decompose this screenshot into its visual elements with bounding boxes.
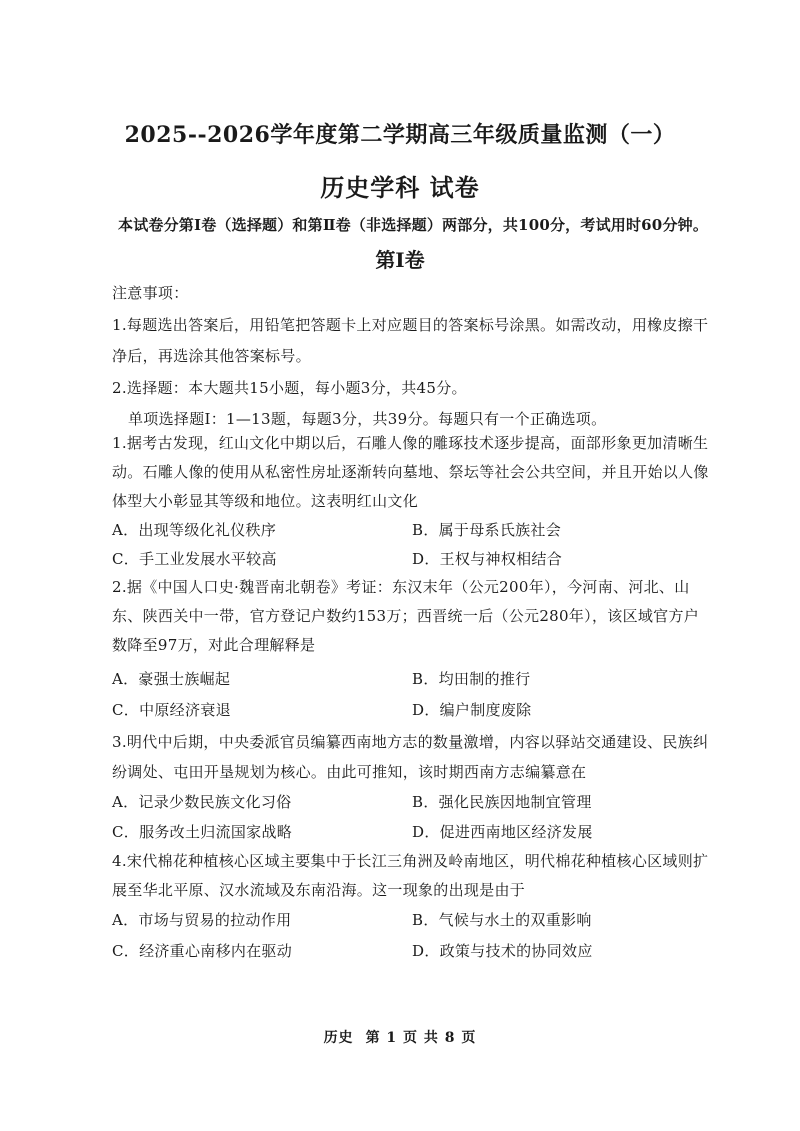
- question-1-option-c: C．手工业发展水平较高: [112, 550, 277, 568]
- question-2-option-b: B．均田制的推行: [412, 670, 531, 688]
- note-2: 2.选择题：本大题共15小题，每小题3分，共45分。: [112, 379, 467, 397]
- question-3-option-a: A．记录少数民族文化习俗: [112, 793, 292, 811]
- page-footer: [0, 1027, 800, 1047]
- question-4-option-a: A．市场与贸易的拉动作用: [112, 911, 292, 929]
- question-2-stem-line: 2.据《中国人口史·魏晋南北朝卷》考证：东汉末年（公元200年），今河南、河北、山: [112, 578, 690, 596]
- question-2-option-c: C．中原经济衰退: [112, 701, 231, 719]
- footer-page-number: 第 1 页 共 8 页: [365, 1030, 477, 1046]
- question-4-option-d: D．政策与技术的协同效应: [412, 942, 593, 960]
- question-1-option-a: A．出现等级化礼仪秩序: [112, 521, 277, 539]
- question-1-stem-line: 1.据考古发现，红山文化中期以后，石雕人像的雕琢技术逐步提高，面部形象更加清晰生: [112, 434, 709, 452]
- exam-subtitle: 历史学科 试卷: [320, 173, 480, 202]
- note-1-line-2: 净后，再选涂其他答案标号。: [112, 347, 311, 365]
- question-4-option-c: C．经济重心南移内在驱动: [112, 942, 293, 960]
- exam-title: 2025--2026学年度第二学期高三年级质量监测（一）: [124, 122, 676, 148]
- note-1-line-1: 1.每题选出答案后，用铅笔把答题卡上对应题目的答案标号涂黑。如需改动，用橡皮擦干: [112, 316, 709, 334]
- notes-heading: 注意事项：: [112, 284, 189, 302]
- volume-heading: 第Ⅰ卷: [375, 248, 425, 272]
- question-2-stem-line: 数降至97万，对此合理解释是: [112, 636, 316, 654]
- question-4-stem-line: 4.宋代棉花种植核心区域主要集中于长江三角洲及岭南地区，明代棉花种植核心区域则扩: [112, 852, 709, 870]
- question-4-option-b: B．气候与水土的双重影响: [412, 911, 592, 929]
- question-2-option-a: A．豪强士族崛起: [112, 670, 231, 688]
- section-heading: 单项选择题Ⅰ：1—13题，每题3分，共39分。每题只有一个正确选项。: [128, 410, 607, 428]
- question-2-option-d: D．编户制度废除: [412, 701, 532, 719]
- question-3-stem-line: 3.明代中后期，中央委派官员编纂西南地方志的数量激增，内容以驿站交通建设、民族纠: [112, 733, 709, 751]
- question-3-option-d: D．促进西南地区经济发展: [412, 823, 593, 841]
- question-1-option-d: D．王权与神权相结合: [412, 550, 563, 568]
- question-4-stem-line: 展至华北平原、汉水流域及东南沿海。这一现象的出现是由于: [112, 881, 526, 899]
- question-3-option-b: B．强化民族因地制宜管理: [412, 793, 592, 811]
- question-3-stem-line: 纷调处、屯田开垦规划为核心。由此可推知，该时期西南方志编纂意在: [112, 763, 587, 781]
- question-1-stem-line: 体型大小彰显其等级和地位。这表明红山文化: [112, 492, 419, 510]
- question-1-option-b: B．属于母系氏族社会: [412, 521, 562, 539]
- question-2-stem-line: 东、陕西关中一带，官方登记户数约153万；西晋统一后（公元280年），该区域官方户: [112, 607, 700, 625]
- question-1-stem-line: 动。石雕人像的使用从私密性房址逐渐转向墓地、祭坛等社会公共空间，并且开始以人像: [112, 463, 709, 481]
- question-3-option-c: C．服务改土归流国家战略: [112, 823, 293, 841]
- footer-subject: 历史: [323, 1030, 354, 1046]
- exam-intro: 本试卷分第Ⅰ卷（选择题）和第Ⅱ卷（非选择题）两部分，共100分，考试用时60分钟。: [118, 216, 709, 234]
